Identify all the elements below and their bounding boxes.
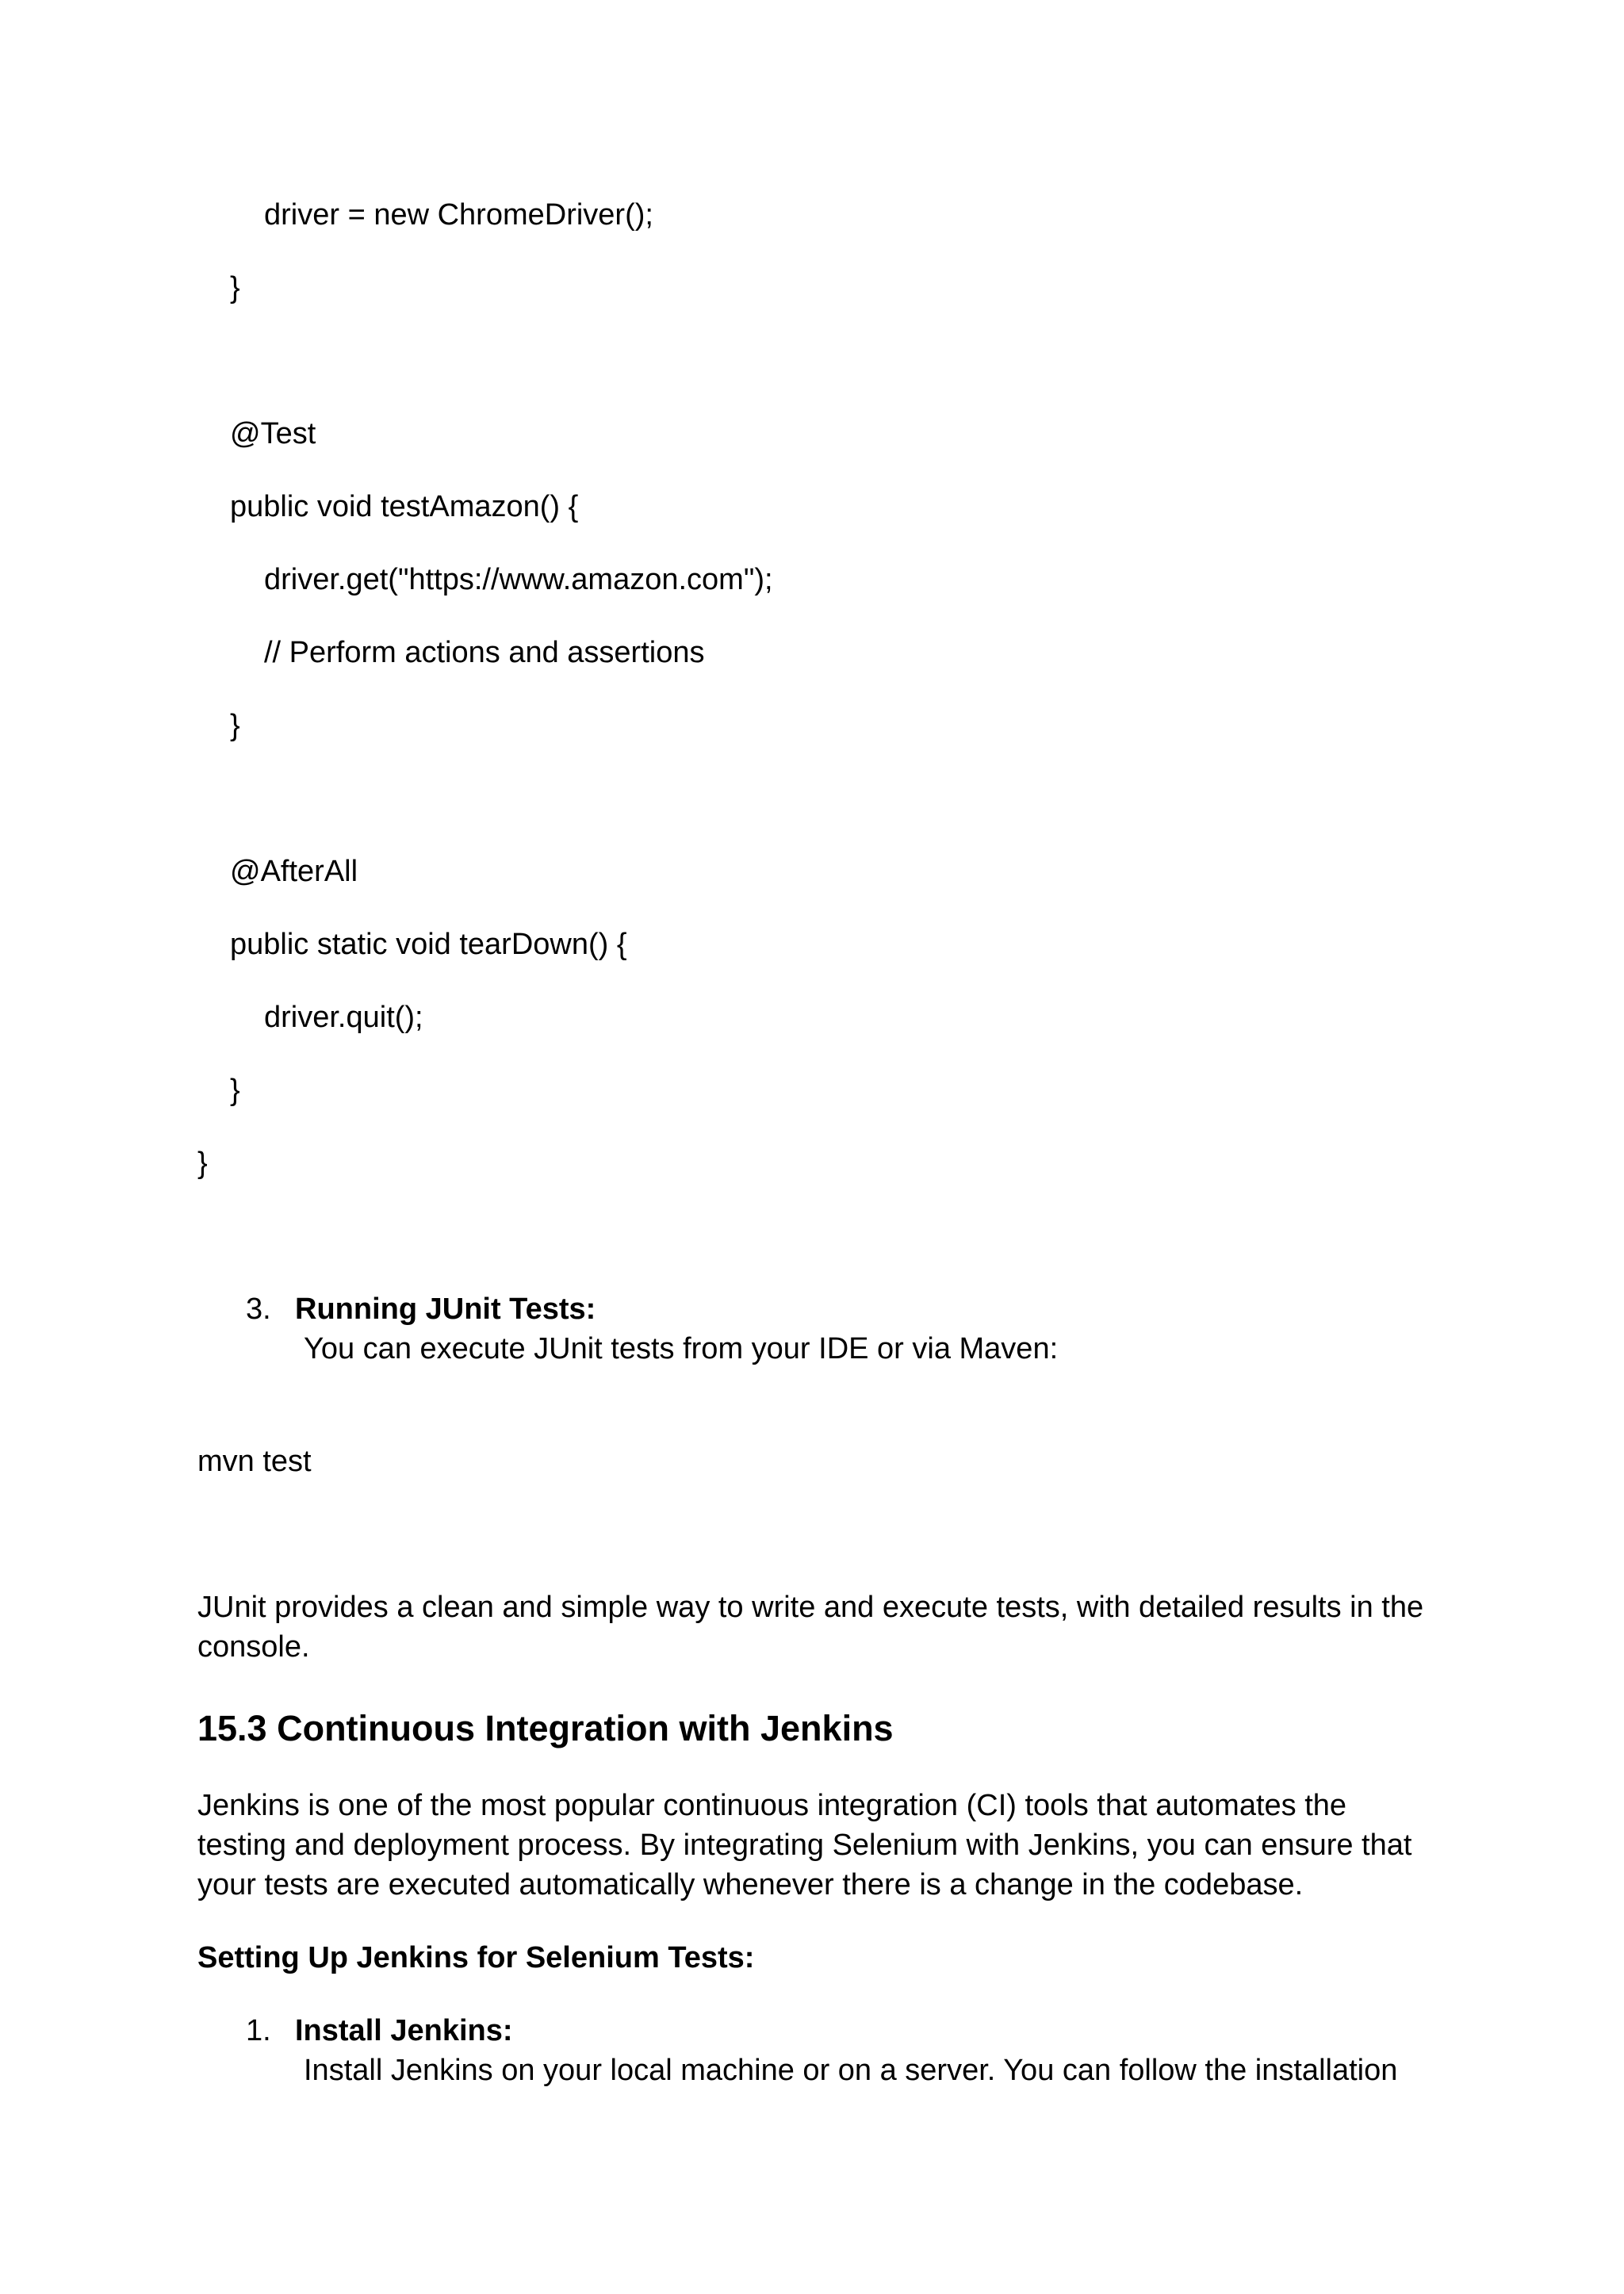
code-line: @AfterAll [230,855,358,888]
section-intro-paragraph: Jenkins is one of the most popular continuous integration (CI) tools that automates the testing and deployment process. By integrating Selenium with Jenkins, you can ensure that your tests are executed automatically whenever there is a change in the codebase. [197,1789,1412,1901]
code-line: } [230,709,240,742]
code-line: public static void tearDown() { [230,928,627,961]
code-line: driver.get("https://www.amazon.com"); [264,563,773,596]
code-line: } [230,271,240,304]
code-line: // Perform actions and assertions [264,636,705,669]
list-body: Install Jenkins on your local machine or on a server. You can follow the installation [304,2054,1398,2087]
section-subheading: Setting Up Jenkins for Selenium Tests: [197,1941,755,1974]
list-title: Install Jenkins: [295,2014,513,2047]
command-line: mvn test [197,1445,312,1478]
code-line: driver.quit(); [264,1001,423,1034]
list-title: Running JUnit Tests: [295,1293,596,1326]
code-line: } [197,1147,208,1180]
list-number: 3. [246,1293,271,1326]
list-number: 1. [246,2014,271,2047]
code-line: driver = new ChromeDriver(); [264,198,653,232]
list-body: You can execute JUnit tests from your IDE or via Maven: [304,1332,1059,1365]
code-line: } [230,1074,240,1107]
junit-summary-paragraph: JUnit provides a clean and simple way to write and execute tests, with detailed results in the console. [197,1591,1424,1664]
section-heading: 15.3 Continuous Integration with Jenkins [197,1708,894,1748]
code-line: public void testAmazon() { [230,490,579,523]
code-line: @Test [230,417,316,450]
